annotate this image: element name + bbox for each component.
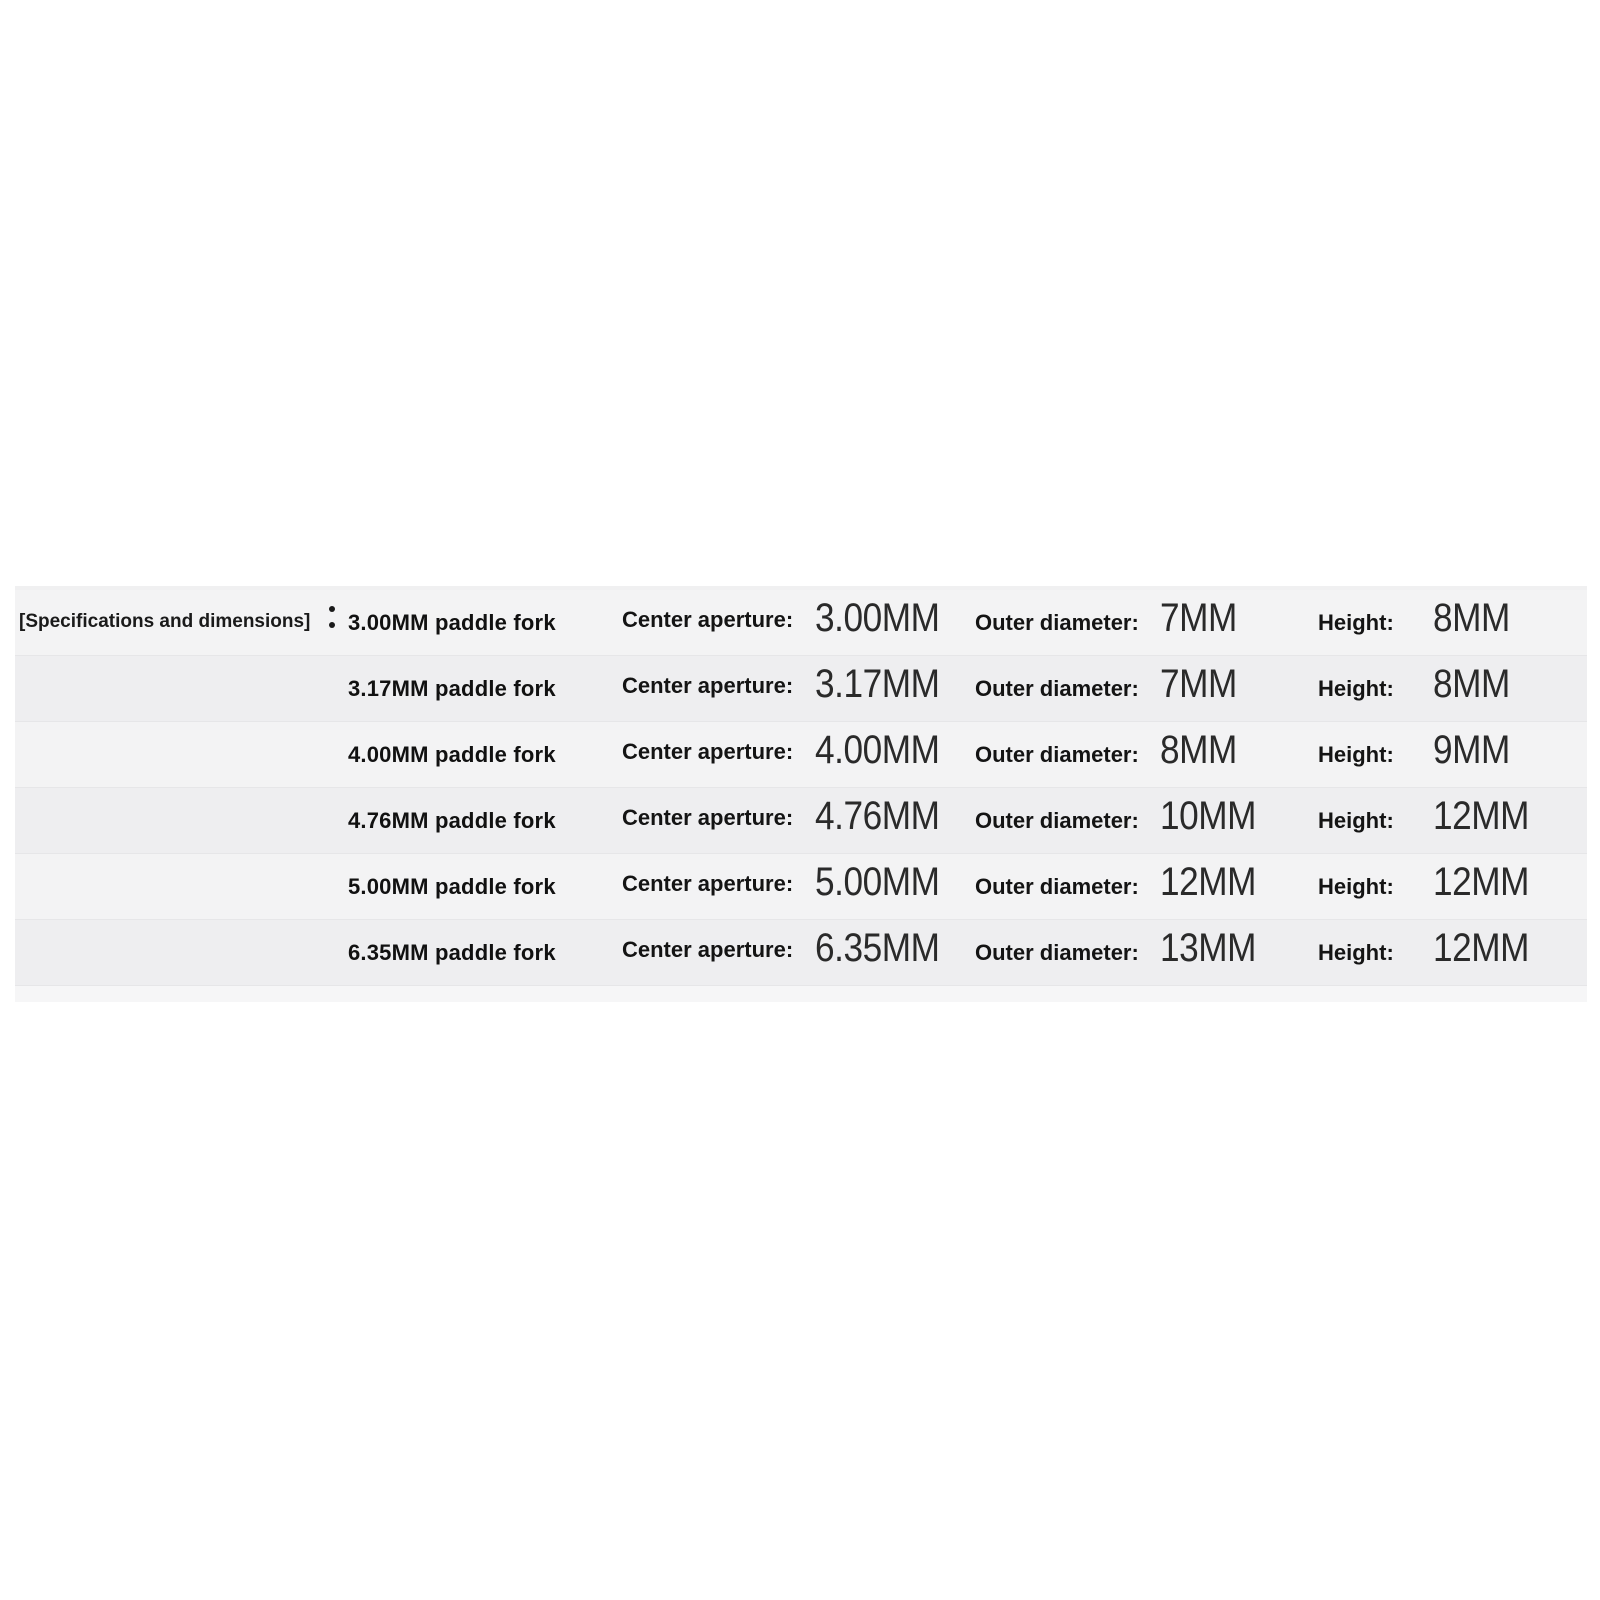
outer-diameter-value: 8MM [1160, 728, 1237, 772]
aperture-value: 4.76MM [815, 794, 940, 838]
aperture-label: Center aperture: [622, 871, 794, 896]
outer-diameter-label: Outer diameter: [975, 874, 1139, 899]
aperture-value: 3.00MM [815, 596, 940, 640]
section-label: [Specifications and dimensions] [19, 611, 311, 632]
outer-diameter-label: Outer diameter: [975, 940, 1139, 965]
height-label: Height: [1318, 610, 1394, 635]
table-row [15, 920, 1587, 986]
aperture-label: Center aperture: [622, 739, 794, 764]
model-name: 3.00MM paddle fork [348, 610, 556, 635]
table-row [15, 788, 1587, 854]
outer-diameter-value: 7MM [1160, 596, 1237, 640]
model-name: 6.35MM paddle fork [348, 940, 556, 965]
height-label: Height: [1318, 742, 1394, 767]
aperture-label: Center aperture: [622, 805, 794, 830]
height-value: 9MM [1433, 728, 1510, 772]
outer-diameter-value: 10MM [1160, 794, 1257, 838]
model-name: 4.76MM paddle fork [348, 808, 556, 833]
height-label: Height: [1318, 940, 1394, 965]
outer-diameter-value: 13MM [1160, 926, 1257, 970]
height-label: Height: [1318, 808, 1394, 833]
height-value: 12MM [1433, 794, 1530, 838]
table-row [15, 590, 1587, 656]
model-name: 5.00MM paddle fork [348, 874, 556, 899]
height-label: Height: [1318, 874, 1394, 899]
height-value: 8MM [1433, 596, 1510, 640]
model-name: 3.17MM paddle fork [348, 676, 556, 701]
height-value: 12MM [1433, 926, 1530, 970]
outer-diameter-label: Outer diameter: [975, 676, 1139, 701]
height-label: Height: [1318, 676, 1394, 701]
aperture-value: 3.17MM [815, 662, 940, 706]
outer-diameter-value: 7MM [1160, 662, 1237, 706]
table-row [15, 656, 1587, 722]
table-row [15, 854, 1587, 920]
section-colon [327, 602, 337, 632]
height-value: 12MM [1433, 860, 1530, 904]
aperture-value: 6.35MM [815, 926, 940, 970]
outer-diameter-label: Outer diameter: [975, 808, 1139, 833]
outer-diameter-label: Outer diameter: [975, 742, 1139, 767]
aperture-label: Center aperture: [622, 607, 794, 632]
outer-diameter-value: 12MM [1160, 860, 1257, 904]
spec-table [15, 590, 1587, 1002]
aperture-value: 4.00MM [815, 728, 940, 772]
aperture-label: Center aperture: [622, 673, 794, 698]
model-name: 4.00MM paddle fork [348, 742, 556, 767]
aperture-value: 5.00MM [815, 860, 940, 904]
height-value: 8MM [1433, 662, 1510, 706]
aperture-label: Center aperture: [622, 937, 794, 962]
table-row [15, 722, 1587, 788]
outer-diameter-label: Outer diameter: [975, 610, 1139, 635]
